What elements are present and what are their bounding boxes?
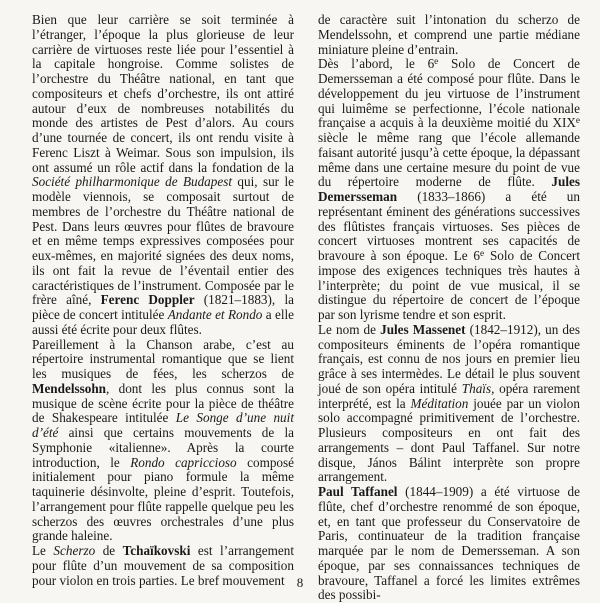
paragraph [318,323,580,485]
paragraph [32,338,294,545]
paragraph [318,13,580,57]
text-run: est l’arrangement pour flûte d’un mouvement de sa composition pour violon en trois parties. Le bref mouvement [32,543,294,588]
italic-title: Société philharmonique de Budapest [32,174,233,190]
text-run: Dès l’abord, le 6 [318,56,435,72]
superscript: e [434,56,439,67]
text-run: a elle aussi été écrite pour deux flûtes. [32,307,295,337]
text-run: composé initialement pour piano formule la même taquinerie désinvolte, pleine d’esprit. Toutefois, l’arrangement pour flûte rappelle quelque peu les scherzos des œuvres orchestrales d’une plus grande haleine. [32,454,294,544]
page-number: 8 [296,575,304,590]
bold-name: Paul Taffanel [318,484,398,499]
bold-name: Ferenc Doppler [100,292,195,308]
text-run: de caractère suit l’intonation du scherzo de Mendelssohn, et comprend une partie médiane miniature pleine d’entrain. [318,12,580,57]
italic-title: Méditation [410,395,469,411]
text-run: Le nom de [318,321,381,337]
left-column [32,13,294,588]
paragraph [32,13,294,338]
right-column [318,13,580,603]
bold-name: Mendelssohn [32,380,107,396]
bold-name: Tchaïkovski [122,543,191,558]
italic-title: Scherzo [53,543,96,558]
text-run: opéra rarement interprété, est la [318,380,580,411]
text-run: Solo de Concert impose des exigences techniques très hautes à l’interprète; du point de vue musical, il se distingue du répertoire de concert de l’époque par son lyrisme tendre et son esprit. [318,248,580,322]
bold-name: Jules Massenet [380,321,466,337]
text-run: de [95,543,123,558]
text-run: (1842–1912), un des compositeurs éminents de l’opéra romantique français, est connu de nos jours en premier lieu grâce à ses intermèdes. Le détail le plus souvent joué de son opéra intitulé [318,321,580,396]
text-run: siècle le même rang que l’école allemande faisant autorité jusqu’à cette époque, la dépassant même dans une certaine mesure du point de vue du répertoire moderne de flûte. [318,130,580,190]
superscript: e [575,115,580,126]
text-run: Le [32,543,54,558]
superscript: e [480,247,485,258]
text-run: jouée par un violon solo accompagné primitivement de l’orchestre. Plusieurs compositeurs en ont fait des arrangements – dont Paul Taffanel. Sur notre disque, János Bálint interprète son propre arrangement. [318,395,580,485]
text-run: Pareillement à la Chanson arabe, c’est au répertoire instrumental romantique que se lient les musiques de fées, les scherzos de [32,336,294,381]
text-run: (1833–1866) a été un représentant éminent des générations successives des flûtistes français virtuoses. Ses pièces de concert virtuoses montrent ses capacités de bravoure à son époque. Le 6 [318,189,580,263]
italic-title: Andante et Rondo [167,307,263,322]
italic-title: Rondo capriccioso [130,454,237,470]
italic-title: Thaïs, [461,380,495,396]
text-run: Bien que leur carrière se soit terminée à l’étranger, l’époque la plus glorieuse de leur carrière de virtuoses reste liée pour l’essentiel à la capitale hongroise. Comme solistes de l’orchestre du Théâtre national, en tant que compositeurs et chefs d’orchestre, ils ont attiré autour d’eux de nombreuses notabilités du monde des artistes de Pest d’alors. Au cours d’une tournée de concert, ils ont rendu visite à Ferenc Liszt à Weimar. Sous son impulsion, ils ont assumé un rôle actif dans la fondation de la [32,12,294,175]
text-run: qui, sur le modèle viennois, se composait surtout de membres de l’orchestre du Théâtre national de Pest. Dans leurs œuvres pour flûtes de bravoure et en même temps expressives composées pour eux-mêmes, en majorité signées des deux noms, ils ont fait la revue de l’éventail entier des caractéristiques de l’instrument. Composée par le frère aîné, [32,174,294,308]
italic-title: Le Songe d’une nuit d’été [32,410,294,440]
text-run: , dont les plus connus sont la musique de scène écrite pour la pièce de théâtre de Shakespeare intitulée [32,380,294,426]
bold-name: Jules Demersseman [318,174,580,204]
text-run: (1821–1883), la pièce de concert intitulée [32,292,294,322]
text-run: ainsi que certains mouvements de la Symphonie «italienne». Après la courte introduction, le [32,425,294,470]
paragraph [318,57,580,323]
text-run: (1844–1909) a été virtuose de flûte, chef d’orchestre renommé de son époque, et, en tant que professeur du Conservatoire de Paris, continuateur de la tradition française marquée par le nom de Demersseman. A son époque, par ses connaissances techniques de bravoure, Taffanel a forcé les limites extrêmes des possibi- [318,484,580,603]
text-run: Solo de Concert de Demersseman a été composé pour flûte. Dans le développement du jeu virtuose de l’instrument qui luimême se perfectionne, l’école nationale française a acquis à la deuxième moitié du XIX [318,56,580,131]
